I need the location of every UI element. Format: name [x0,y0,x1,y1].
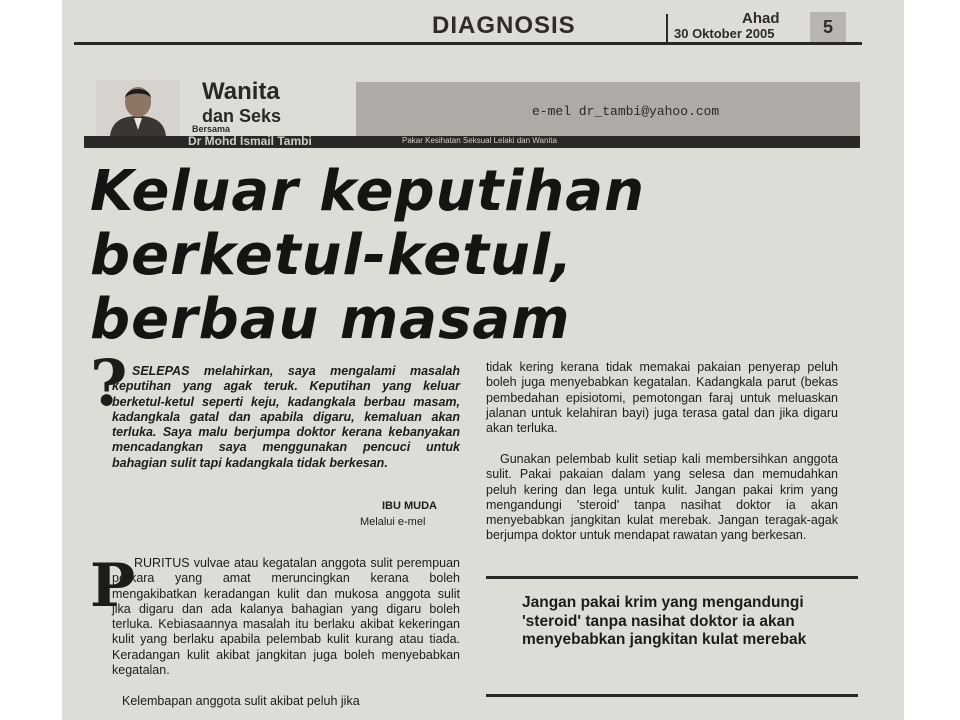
answer-paragraph-3: tidak kering kerana tidak memakai pakaian penyerap peluh boleh juga menyebabkan kegatalan. Kadangkala parut (bekas pembedahan episiotomi, pemotongan faraj untuk meluaskan jalanan untuk kelahiran bayi) juga terasa gatal dan jika digaru akan terluka. [486,360,838,436]
pullquote: Jangan pakai krim yang mengandungi 'steroid' tanpa nasihat doktor ia akan menyebabkan jangkitan kulat merebak [522,594,807,648]
header-rule [74,42,862,45]
article-headline [90,160,750,352]
question-source: Melalui e-mel [360,516,426,528]
column-title-line2: dan Seks [202,106,282,126]
author-name: Dr Mohd Ismail Tambi [188,134,312,148]
headline-line2: berketul-ketul, [90,223,574,288]
pullquote-top-rule [486,576,858,579]
headline-line3: berbau masam [90,287,571,352]
pullquote-bottom-rule [486,694,858,697]
answer-paragraph-1: RURITUS vulvae atau kegatalan anggota sulit perempuan perkara yang amat meruncingkan kerana boleh mengakibatkan keradangan kulit dan mukosa anggota sulit jika digaru dan ada kalanya bahagian yang digaru boleh terluka. Kebiasaannya masalah itu berlaku akibat kekeringan kulit yang berlaku apabila pelembab kulit kurang atau tiada. Keradangan kulit akibat jangkitan juga boleh menyebabkan kegatalan. [112,556,460,678]
column-with-label: Bersama [192,124,231,134]
answer-paragraph-4: Gunakan pelembab kulit setiap kali membersihkan anggota sulit. Pakai pakaian dalam yang selesa dan memudahkan peluh kering dan lega untuk kulit. Jangan pakai krim yang mengandungi 'steroid' tanpa nasihat doktor ia akan menyebabkan jangkitan kulat merebak. Jangan teragak-agak berjumpa doktor untuk mendapat rawatan yang berkesan. [486,452,838,543]
newspaper-clipping [62,0,904,720]
author-photo [96,80,180,136]
answer-paragraph-2: Kelembapan anggota sulit akibat peluh jika [122,694,360,708]
page-number: 5 [810,12,846,42]
question-mark-icon: ? [90,346,128,421]
issue-date: 30 Oktober 2005 [674,26,775,41]
author-portrait-icon [96,80,180,136]
headline-line1: Keluar keputihan [90,159,645,224]
reader-question: SELEPAS melahirkan, saya mengalami masalah keputihan yang agak teruk. Keputihan yang keluar berketul-ketul seperti keju, kadangkala berbau masam, kadangkala gatal dan apabila digaru, kemaluan akan terluka. Saya malu berjumpa doktor kerana kebanyakan mencadangkan saya menggunakan pencuci untuk bahagian sulit tapi kadangkala tidak berkesan. [112,364,460,470]
column-title-line1: Wanita [202,78,280,105]
answer-dropcap: P [90,551,136,621]
question-signature: IBU MUDA [382,500,437,512]
section-title: DIAGNOSIS [432,12,576,39]
column-header [84,78,860,148]
header-divider [666,14,668,42]
author-email: e-mel dr_tambi@yahoo.com [532,104,720,119]
issue-day: Ahad [742,10,780,27]
author-description: Pakar Kesihatan Seksual Lelaki dan Wanita [402,136,557,145]
